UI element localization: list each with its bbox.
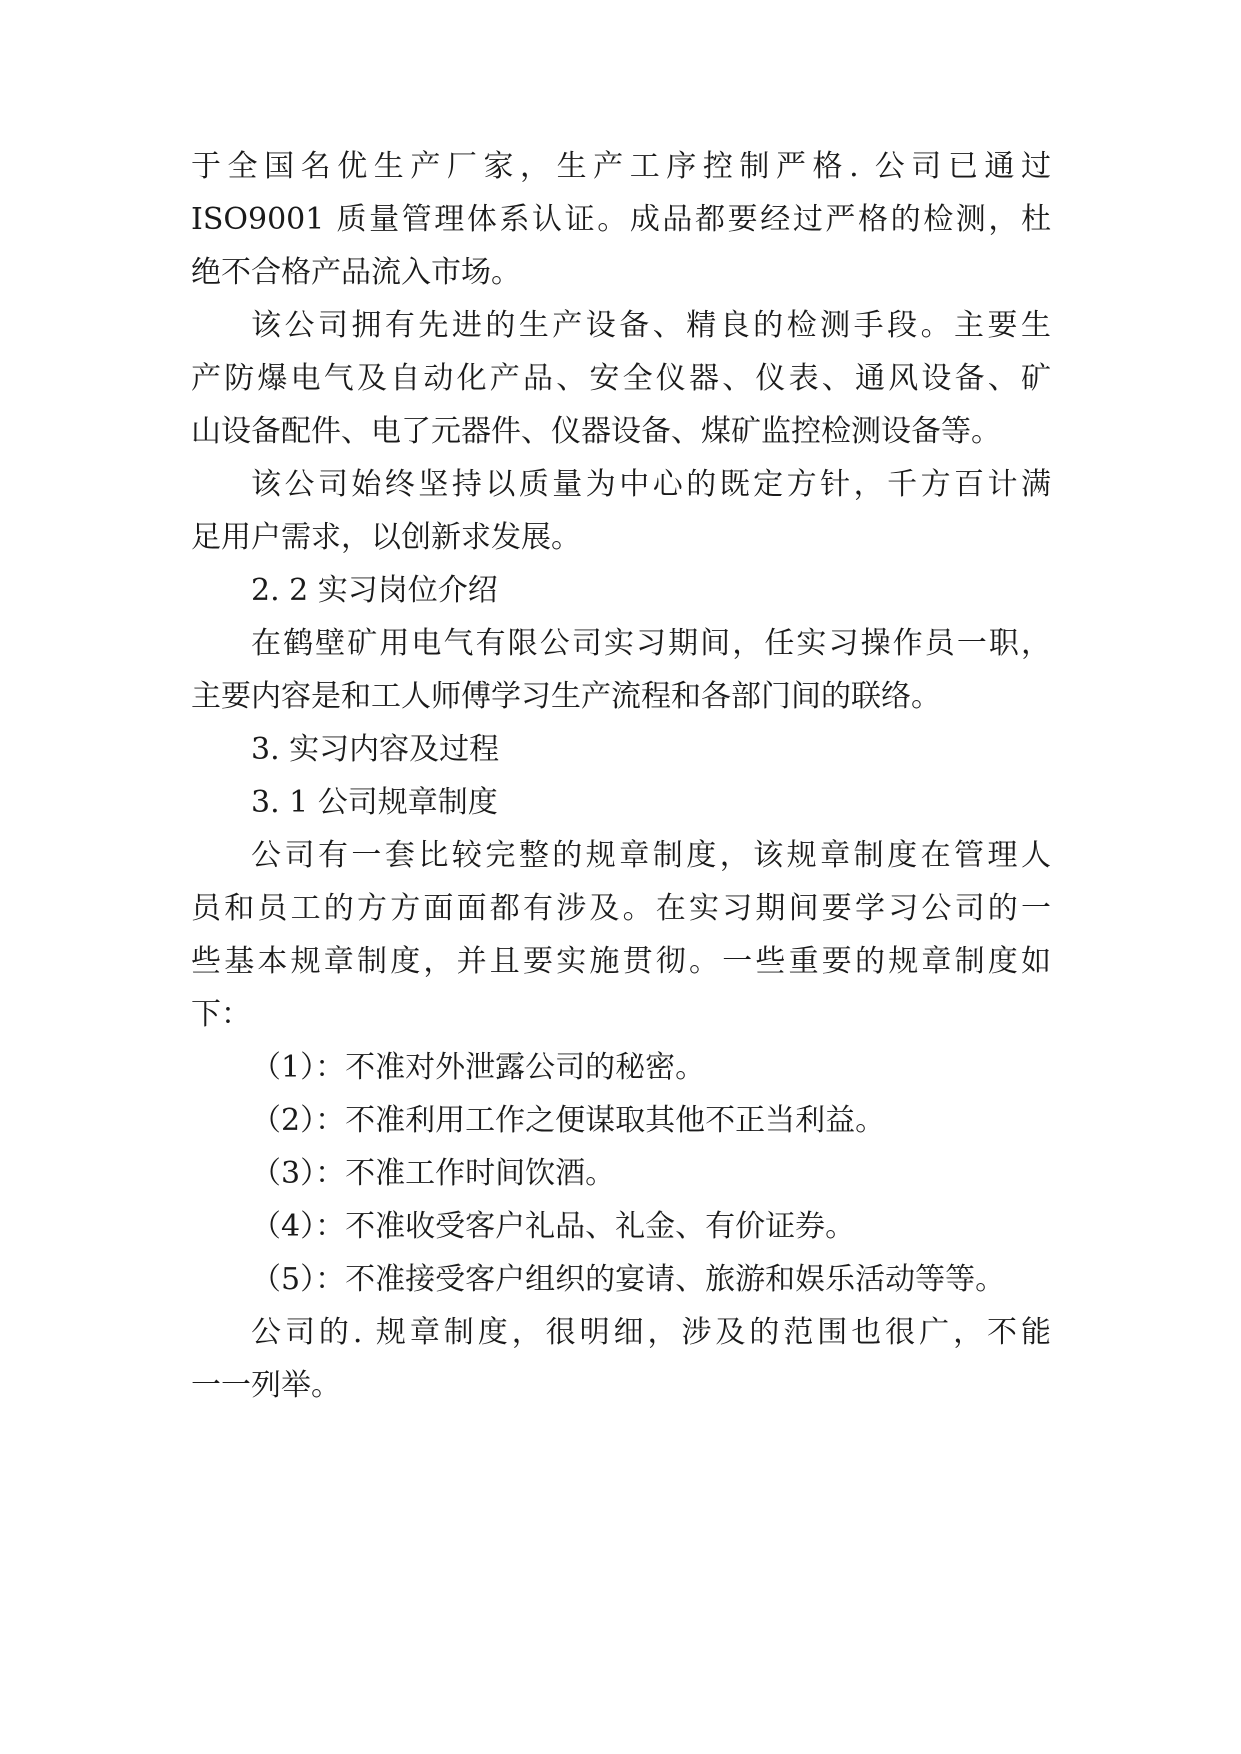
text-line: 一一列举。 (191, 1368, 341, 1403)
text-line: 该公司拥有先进的生产设备、精良的检测手段。主要生 (251, 308, 1051, 343)
list-item: （1）：不准对外泄露公司的秘密。 (251, 1050, 706, 1085)
text-line: 公司的. 规章制度，很明细，涉及的范围也很广，不能 (251, 1315, 1051, 1350)
text-line: ISO9001 质量管理体系认证。成品都要经过严格的检测，杜 (191, 202, 1051, 237)
text-line: 绝不合格产品流入市场。 (191, 255, 521, 290)
text-line: 产防爆电气及自动化产品、安全仪器、仪表、通风设备、矿 (191, 361, 1051, 396)
text-line: 足用户需求，以创新求发展。 (191, 520, 581, 555)
list-item: （4）：不准收受客户礼品、礼金、有价证券。 (251, 1209, 856, 1244)
text-line: 于全国名优生产厂家，生产工序控制严格. 公司已通过 (191, 149, 1051, 184)
text-line: 主要内容是和工人师傅学习生产流程和各部门间的联络。 (191, 679, 941, 714)
list-item: （2）：不准利用工作之便谋取其他不正当利益。 (251, 1103, 886, 1138)
text-line: 下： (191, 997, 251, 1032)
section-heading: 2. 2 实习岗位介绍 (251, 573, 498, 608)
text-line: 员和员工的方方面面都有涉及。在实习期间要学习公司的一 (191, 891, 1051, 926)
text-line: 公司有一套比较完整的规章制度，该规章制度在管理人 (251, 838, 1051, 873)
list-item: （5）：不准接受客户组织的宴请、旅游和娱乐活动等等。 (251, 1262, 1006, 1297)
text-line: 该公司始终坚持以质量为中心的既定方针，千方百计满 (251, 467, 1051, 502)
text-line: 在鹤壁矿用电气有限公司实习期间，任实习操作员一职， (251, 626, 1051, 661)
text-line: 些基本规章制度，并且要实施贯彻。一些重要的规章制度如 (191, 944, 1051, 979)
text-line: 山设备配件、电了元器件、仪器设备、煤矿监控检测设备等。 (191, 414, 1001, 449)
subsection-heading: 3. 1 公司规章制度 (251, 785, 498, 820)
list-item: （3）：不准工作时间饮酒。 (251, 1156, 616, 1191)
section-heading: 3. 实习内容及过程 (251, 732, 500, 767)
